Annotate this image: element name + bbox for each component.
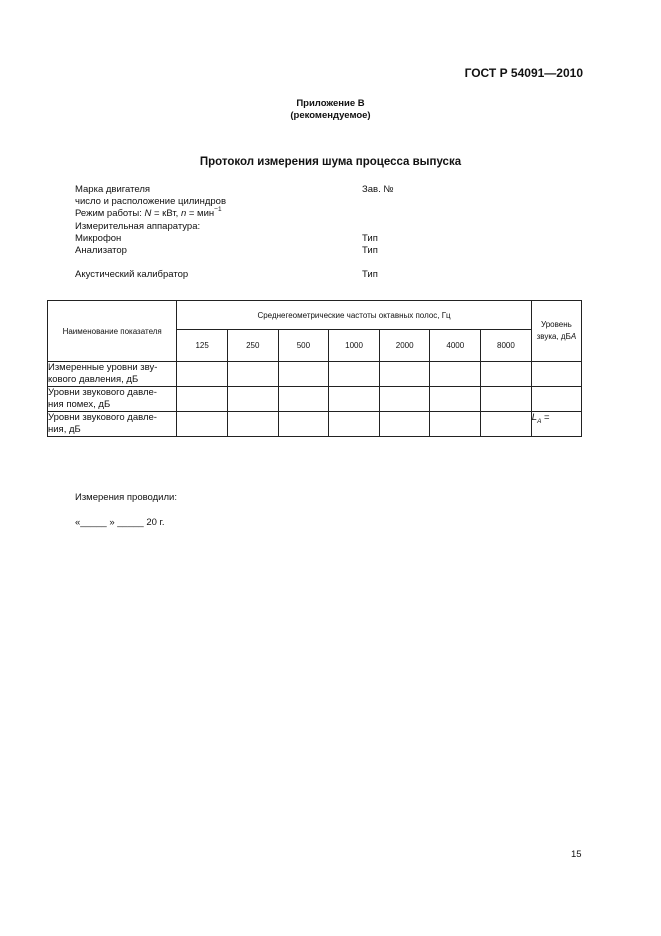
appendix-label: Приложение В xyxy=(296,98,365,109)
value-cell[interactable] xyxy=(430,412,481,437)
mode-speed-symbol: n xyxy=(180,208,187,219)
column-header-frequencies: Среднегеометрические частоты октавных полос, Гц xyxy=(177,301,531,330)
measurements-performed-label: Измерения проводили: xyxy=(75,492,177,503)
analyzer-type-label: Тип xyxy=(362,245,378,256)
serial-number-label: Зав. № xyxy=(362,184,394,195)
mode-prefix: Режим работы: xyxy=(75,208,145,219)
row-label xyxy=(48,412,177,437)
value-cell[interactable] xyxy=(379,412,430,437)
equipment-label: Измерительная аппаратура: xyxy=(75,221,201,232)
mode-speed-unit: = мин xyxy=(186,208,215,219)
value-cell[interactable] xyxy=(430,387,481,412)
date-line: «_____ » _____ 20 г. xyxy=(75,517,165,528)
page-title: Протокол измерения шума процесса выпуска xyxy=(199,156,462,168)
table-row xyxy=(48,387,582,412)
page-number: 15 xyxy=(571,849,582,860)
appendix-status: (рекомендуемое) xyxy=(290,110,371,121)
column-header-sound-level xyxy=(531,301,581,362)
frequency-header: 1000 xyxy=(329,330,380,362)
value-cell[interactable] xyxy=(278,387,329,412)
value-cell[interactable] xyxy=(227,387,278,412)
microphone-type-label: Тип xyxy=(362,233,378,244)
frequency-header: 8000 xyxy=(481,330,532,362)
calibrator-type-label: Тип xyxy=(362,269,378,280)
la-symbol: L xyxy=(531,412,538,423)
sound-level-line2 xyxy=(532,331,581,343)
value-cell[interactable] xyxy=(481,362,532,387)
table-row xyxy=(48,412,582,437)
frequency-header: 500 xyxy=(278,330,329,362)
mode-power-symbol: N xyxy=(144,208,152,219)
standard-code: ГОСТ Р 54091—2010 xyxy=(464,66,583,80)
value-cell[interactable] xyxy=(278,412,329,437)
row-label xyxy=(48,387,177,412)
value-cell[interactable] xyxy=(177,362,228,387)
frequency-header: 4000 xyxy=(430,330,481,362)
level-cell[interactable] xyxy=(531,387,581,412)
la-cell[interactable] xyxy=(531,412,581,437)
value-cell[interactable] xyxy=(329,387,380,412)
row-label-line: Уровни звукового давле- xyxy=(48,387,157,398)
value-cell[interactable] xyxy=(430,362,481,387)
value-cell[interactable] xyxy=(329,412,380,437)
row-label-line: Измеренные уровни зву- xyxy=(48,362,158,373)
analyzer-label: Анализатор xyxy=(75,245,127,256)
value-cell[interactable] xyxy=(379,362,430,387)
value-cell[interactable] xyxy=(177,387,228,412)
value-cell[interactable] xyxy=(278,362,329,387)
row-label xyxy=(48,362,177,387)
value-cell[interactable] xyxy=(227,412,278,437)
frequency-header: 2000 xyxy=(379,330,430,362)
engine-brand-label: Марка двигателя xyxy=(75,184,151,195)
row-label-line: ния помех, дБ xyxy=(48,399,111,410)
value-cell[interactable] xyxy=(481,387,532,412)
frequency-header: 250 xyxy=(227,330,278,362)
frequency-header: 125 xyxy=(177,330,228,362)
cylinders-label: число и расположение цилиндров xyxy=(75,196,227,207)
row-label-line: Уровни звукового давле- xyxy=(48,412,157,423)
calibrator-label: Акустический калибратор xyxy=(75,269,189,280)
row-label-line: кового давления, дБ xyxy=(48,374,139,385)
mode-power-unit: = кВт, xyxy=(151,208,181,219)
la-equals: = xyxy=(541,412,550,423)
value-cell[interactable] xyxy=(379,387,430,412)
operating-mode-line xyxy=(75,208,222,219)
value-cell[interactable] xyxy=(227,362,278,387)
level-cell[interactable] xyxy=(531,362,581,387)
table-row xyxy=(48,362,582,387)
microphone-label: Микрофон xyxy=(75,233,122,244)
mode-exponent: −1 xyxy=(214,206,222,213)
value-cell[interactable] xyxy=(177,412,228,437)
measurement-table xyxy=(47,300,582,437)
column-header-indicator: Наименование показателя xyxy=(48,301,177,362)
value-cell[interactable] xyxy=(481,412,532,437)
la-subscript: A xyxy=(537,417,542,425)
row-label-line: ния, дБ xyxy=(48,424,81,435)
sound-level-unit-a: А xyxy=(570,332,577,341)
sound-level-unit-text: звука, дБ xyxy=(536,332,571,341)
sound-level-line1: Уровень xyxy=(540,320,572,329)
value-cell[interactable] xyxy=(329,362,380,387)
